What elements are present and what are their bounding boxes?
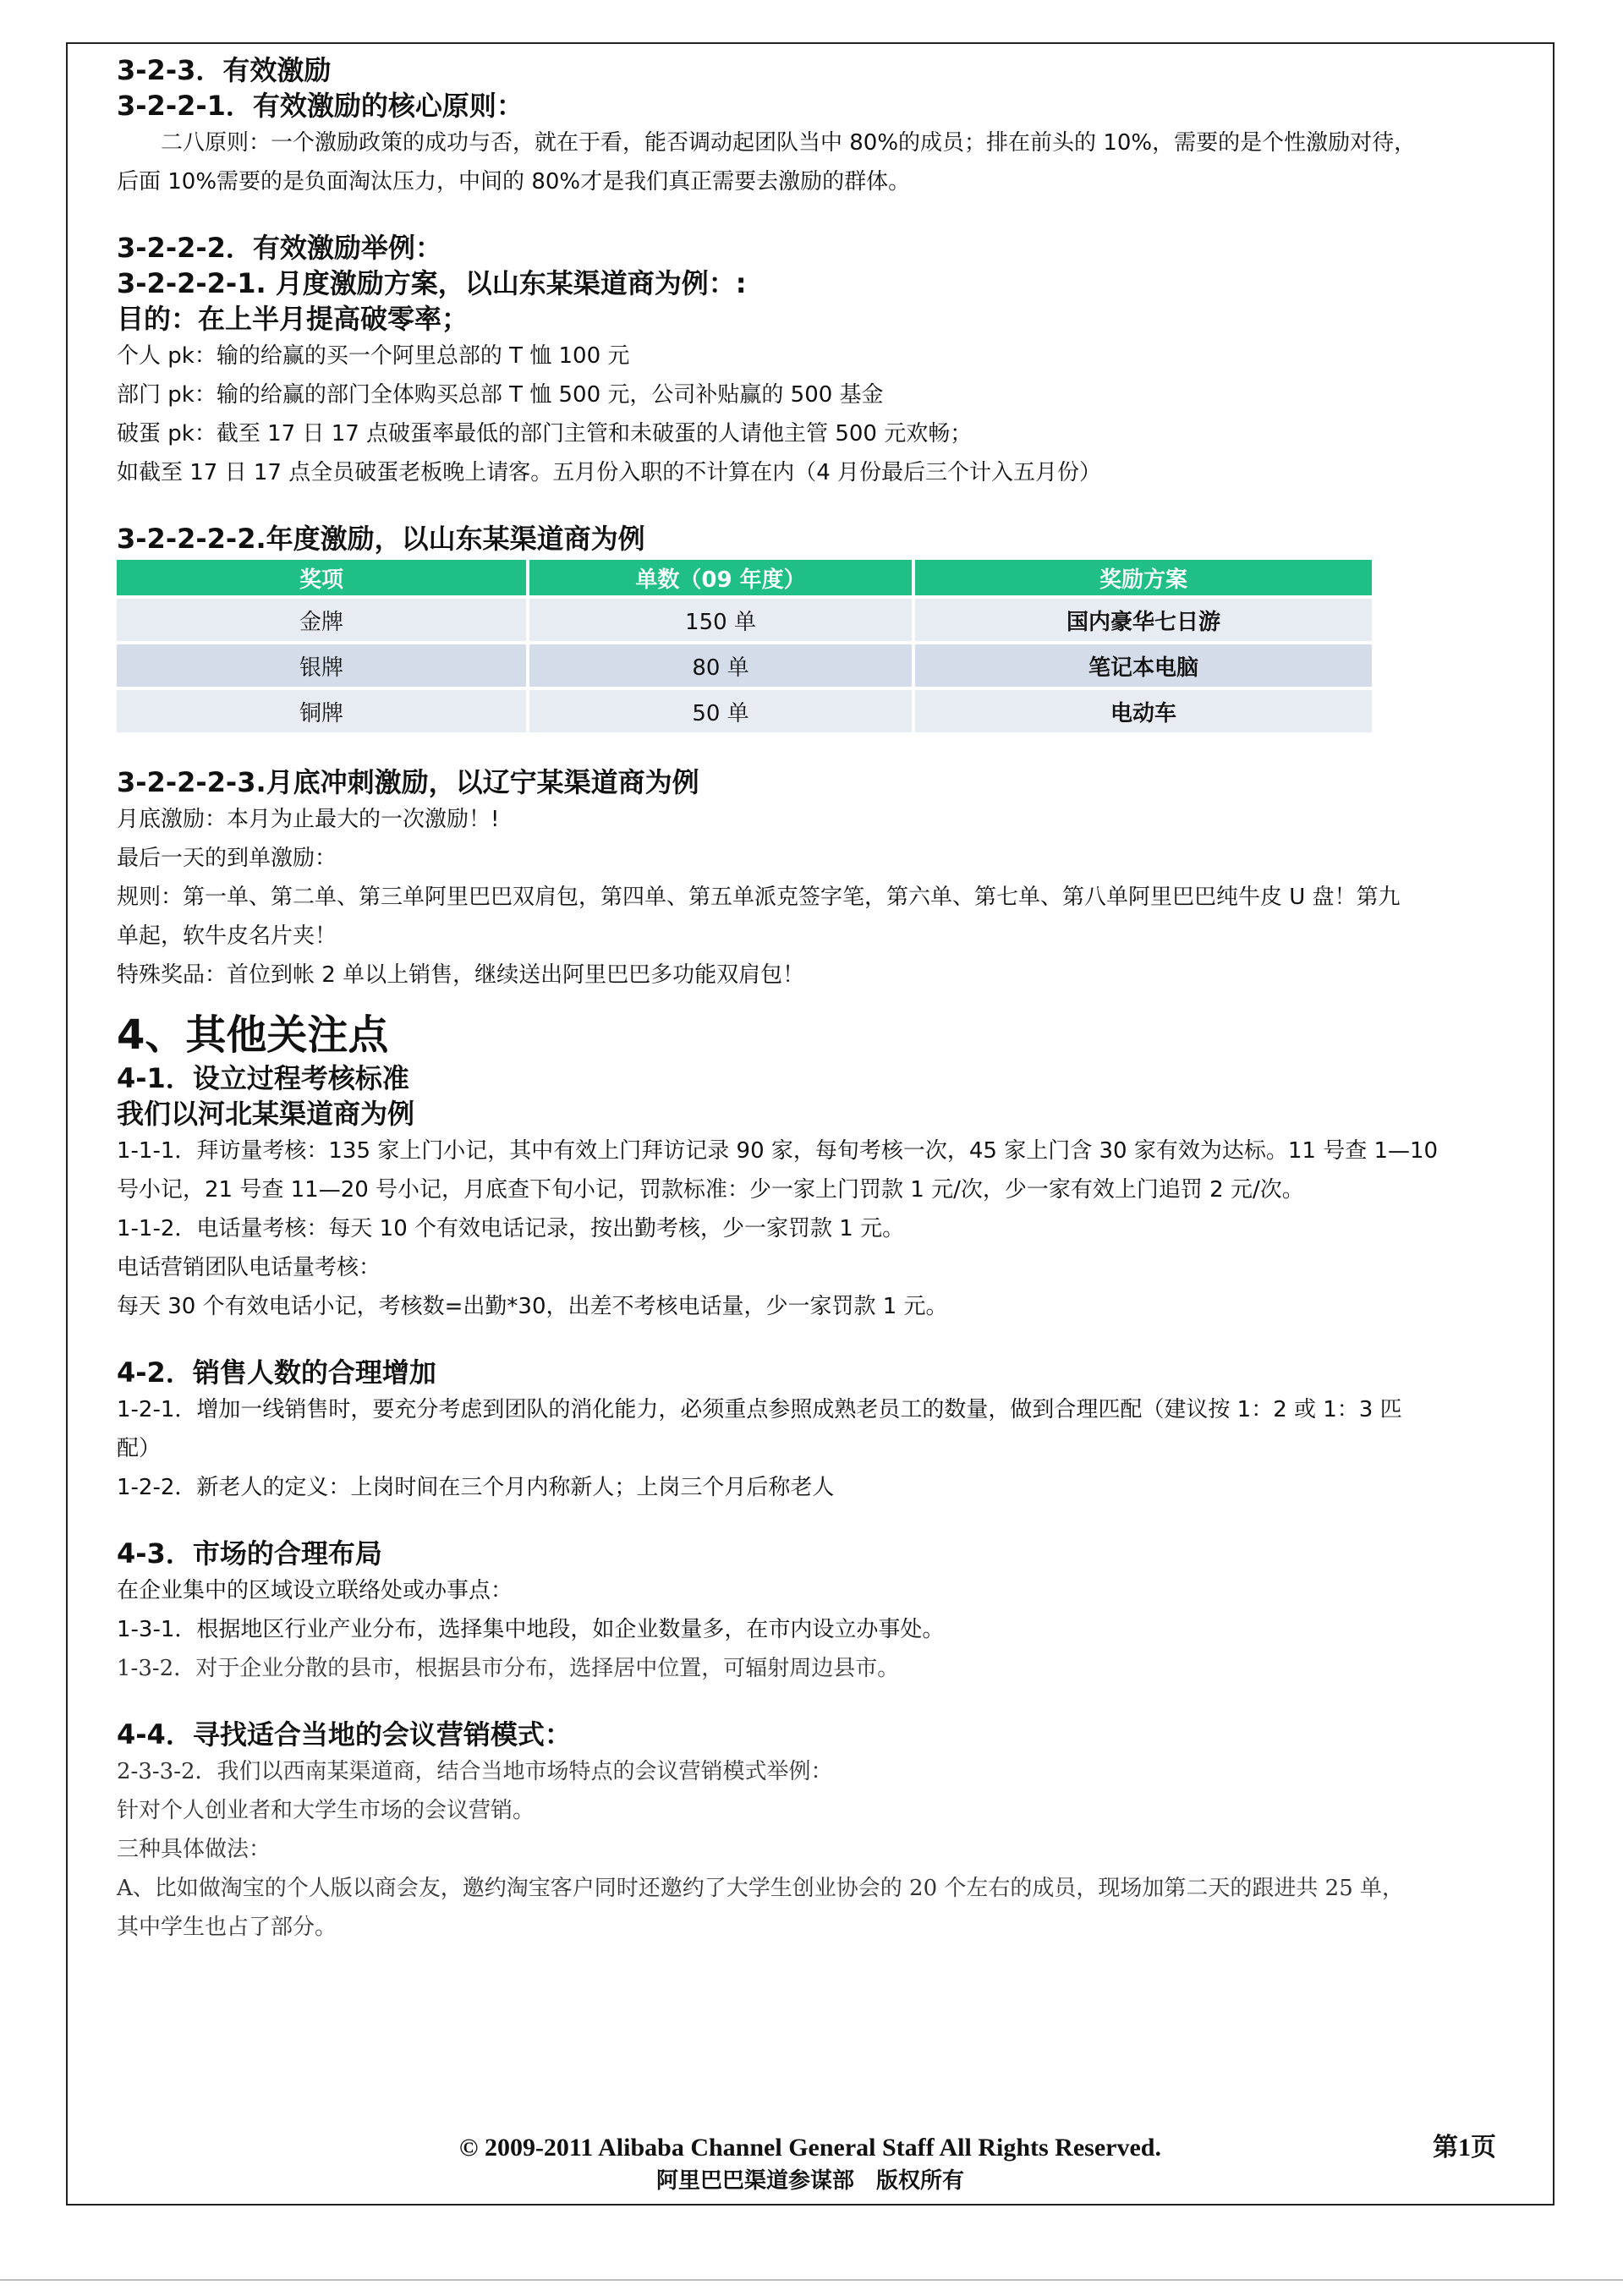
paragraph-office-1: 1-3-1．根据地区行业产业分布，选择集中地段，如企业数量多，在市内设立办事处。: [117, 1617, 945, 1642]
paragraph-phone: 1-1-2．电话量考核：每天 10 个有效电话记录，按出勤考核，少一家罚款 1 元。: [117, 1216, 905, 1241]
heading-3-2-2-1: 3-2-2-1．有效激励的核心原则：: [117, 90, 524, 122]
heading-4-3: 4-3．市场的合理布局: [117, 1537, 382, 1570]
heading-4-1-example: 我们以河北某渠道商为例: [117, 1098, 415, 1130]
paragraph-three-methods: 三种具体做法：: [117, 1837, 271, 1862]
table-header-cell: 奖项: [117, 560, 526, 595]
table-cell: 银牌: [117, 644, 526, 687]
paragraph-method-a-line2: 其中学生也占了部分。: [117, 1915, 337, 1940]
heading-4-4: 4-4．寻找适合当地的会议营销模式：: [117, 1718, 572, 1751]
paragraph-rules-line1: 规则：第一单、第二单、第三单阿里巴巴双肩包，第四单、第五单派克签字笔，第六单、第七单、第八单阿里巴巴纯牛皮 U 盘！第九: [117, 885, 1401, 910]
paragraph-department-pk: 部门 pk：输的给赢的部门全体购买总部 T 恤 500 元，公司补贴赢的 500 基金: [117, 382, 884, 408]
table-row: [117, 644, 1372, 687]
paragraph-month-end: 月底激励：本月为止最大的一次激励！!: [117, 807, 500, 832]
footer-copyright: © 2009-2011 Alibaba Channel General Staff All Rights Reserved.: [459, 2134, 1161, 2162]
document-body: [117, 52, 1548, 1947]
table-cell: 150 单: [529, 599, 912, 641]
annual-award-table: [113, 556, 1375, 736]
page-number: 第1页: [1433, 2134, 1496, 2162]
table-cell: 笔记本电脑: [915, 644, 1372, 687]
heading-3-2-2-2-1: 3-2-2-2-1. 月度激励方案，以山东某渠道商为例：:: [117, 267, 747, 299]
paragraph-phone-daily: 每天 30 个有效电话小记，考核数=出勤*30，出差不考核电话量，少一家罚款 1 元。: [117, 1294, 948, 1319]
heading-3-2-2-2-3: 3-2-2-2-3.月底冲刺激励，以辽宁某渠道商为例: [117, 766, 699, 798]
heading-4-2: 4-2．销售人数的合理增加: [117, 1356, 436, 1389]
paragraph-principle-line2: 后面 10%需要的是负面淘汰压力，中间的 80%才是我们真正需要去激励的群体。: [117, 169, 911, 195]
table-header-cell: 单数（09 年度）: [529, 560, 912, 595]
table-row: [117, 690, 1372, 732]
paragraph-special-prize: 特殊奖品：首位到帐 2 单以上销售，继续送出阿里巴巴多功能双肩包！: [117, 962, 805, 988]
paragraph-phone-team: 电话营销团队电话量考核：: [117, 1255, 381, 1280]
page-separator: [0, 2279, 1623, 2281]
table-cell: 80 单: [529, 644, 912, 687]
heading-section-4: 4、其他关注点: [117, 1011, 389, 1059]
paragraph-sales-line2: 配）: [117, 1436, 162, 1461]
heading-4-1: 4-1．设立过程考核标准: [117, 1062, 409, 1094]
paragraph-rules-line2: 单起，软牛皮名片夹！: [117, 923, 337, 949]
paragraph-visit-line2: 号小记，21 号查 11—20 号小记，月底查下旬小记，罚款标准：少一家上门罚款 1 元/次，少一家有效上门追罚 2 元/次。: [117, 1177, 1304, 1203]
paragraph-office: 在企业集中的区域设立联络处或办事点：: [117, 1578, 513, 1603]
table-cell: 铜牌: [117, 690, 526, 732]
paragraph-new-old-definition: 1-2-2．新老人的定义：上岗时间在三个月内称新人；上岗三个月后称老人: [117, 1475, 835, 1500]
table-header-row: [117, 560, 1372, 595]
paragraph-all-egg: 如截至 17 日 17 点全员破蛋老板晚上请客。五月份入职的不计算在内（4 月份最后三个计入五月份）: [117, 460, 1102, 485]
table-cell: 50 单: [529, 690, 912, 732]
paragraph-personal-pk: 个人 pk：输的给赢的买一个阿里总部的 T 恤 100 元: [117, 343, 630, 369]
heading-3-2-3: 3-2-3．有效激励: [117, 54, 332, 86]
footer-rights-cn: 阿里巴巴渠道参谋部 版权所有: [655, 2168, 964, 2193]
paragraph-office-2: 1-3-2．对于企业分散的县市，根据县市分布，选择居中位置，可辐射周边县市。: [117, 1656, 900, 1681]
table-cell: 金牌: [117, 599, 526, 641]
page-footer: [66, 2131, 1554, 2197]
heading-goal: 目的：在上半月提高破零率；: [117, 303, 469, 335]
paragraph-meeting-target: 针对个人创业者和大学生市场的会议营销。: [117, 1798, 535, 1823]
paragraph-last-day: 最后一天的到单激励：: [117, 846, 337, 871]
paragraph-principle-line1: 二八原则：一个激励政策的成功与否，就在于看，能否调动起团队当中 80%的成员；排在前头的 10%，需要的是个性激励对待，: [161, 130, 1417, 156]
table-row: [117, 599, 1372, 641]
paragraph-meeting-example: 2-3-3-2．我们以西南某渠道商，结合当地市场特点的会议营销模式举例：: [117, 1759, 833, 1784]
paragraph-sales-line1: 1-2-1．增加一线销售时，要充分考虑到团队的消化能力，必须重点参照成熟老员工的数量，做到合理匹配（建议按 1：2 或 1：3 匹: [117, 1397, 1402, 1422]
table-cell: 电动车: [915, 690, 1372, 732]
heading-3-2-2-2-2: 3-2-2-2-2.年度激励，以山东某渠道商为例: [117, 523, 645, 555]
paragraph-visit-line1: 1-1-1．拜访量考核：135 家上门小记，其中有效上门拜访记录 90 家，每旬考核一次，45 家上门含 30 家有效为达标。11 号查 1—10: [117, 1138, 1439, 1164]
heading-3-2-2-2: 3-2-2-2．有效激励举例：: [117, 232, 442, 264]
table-cell: 国内豪华七日游: [915, 599, 1372, 641]
table-header-cell: 奖励方案: [915, 560, 1372, 595]
paragraph-egg-pk: 破蛋 pk：截至 17 日 17 点破蛋率最低的部门主管和未破蛋的人请他主管 500 元欢畅；: [117, 421, 973, 447]
paragraph-method-a-line1: A、比如做淘宝的个人版以商会友，邀约淘宝客户同时还邀约了大学生创业协会的 20 个左右的成员，现场加第二天的跟进共 25 单，: [117, 1876, 1405, 1901]
